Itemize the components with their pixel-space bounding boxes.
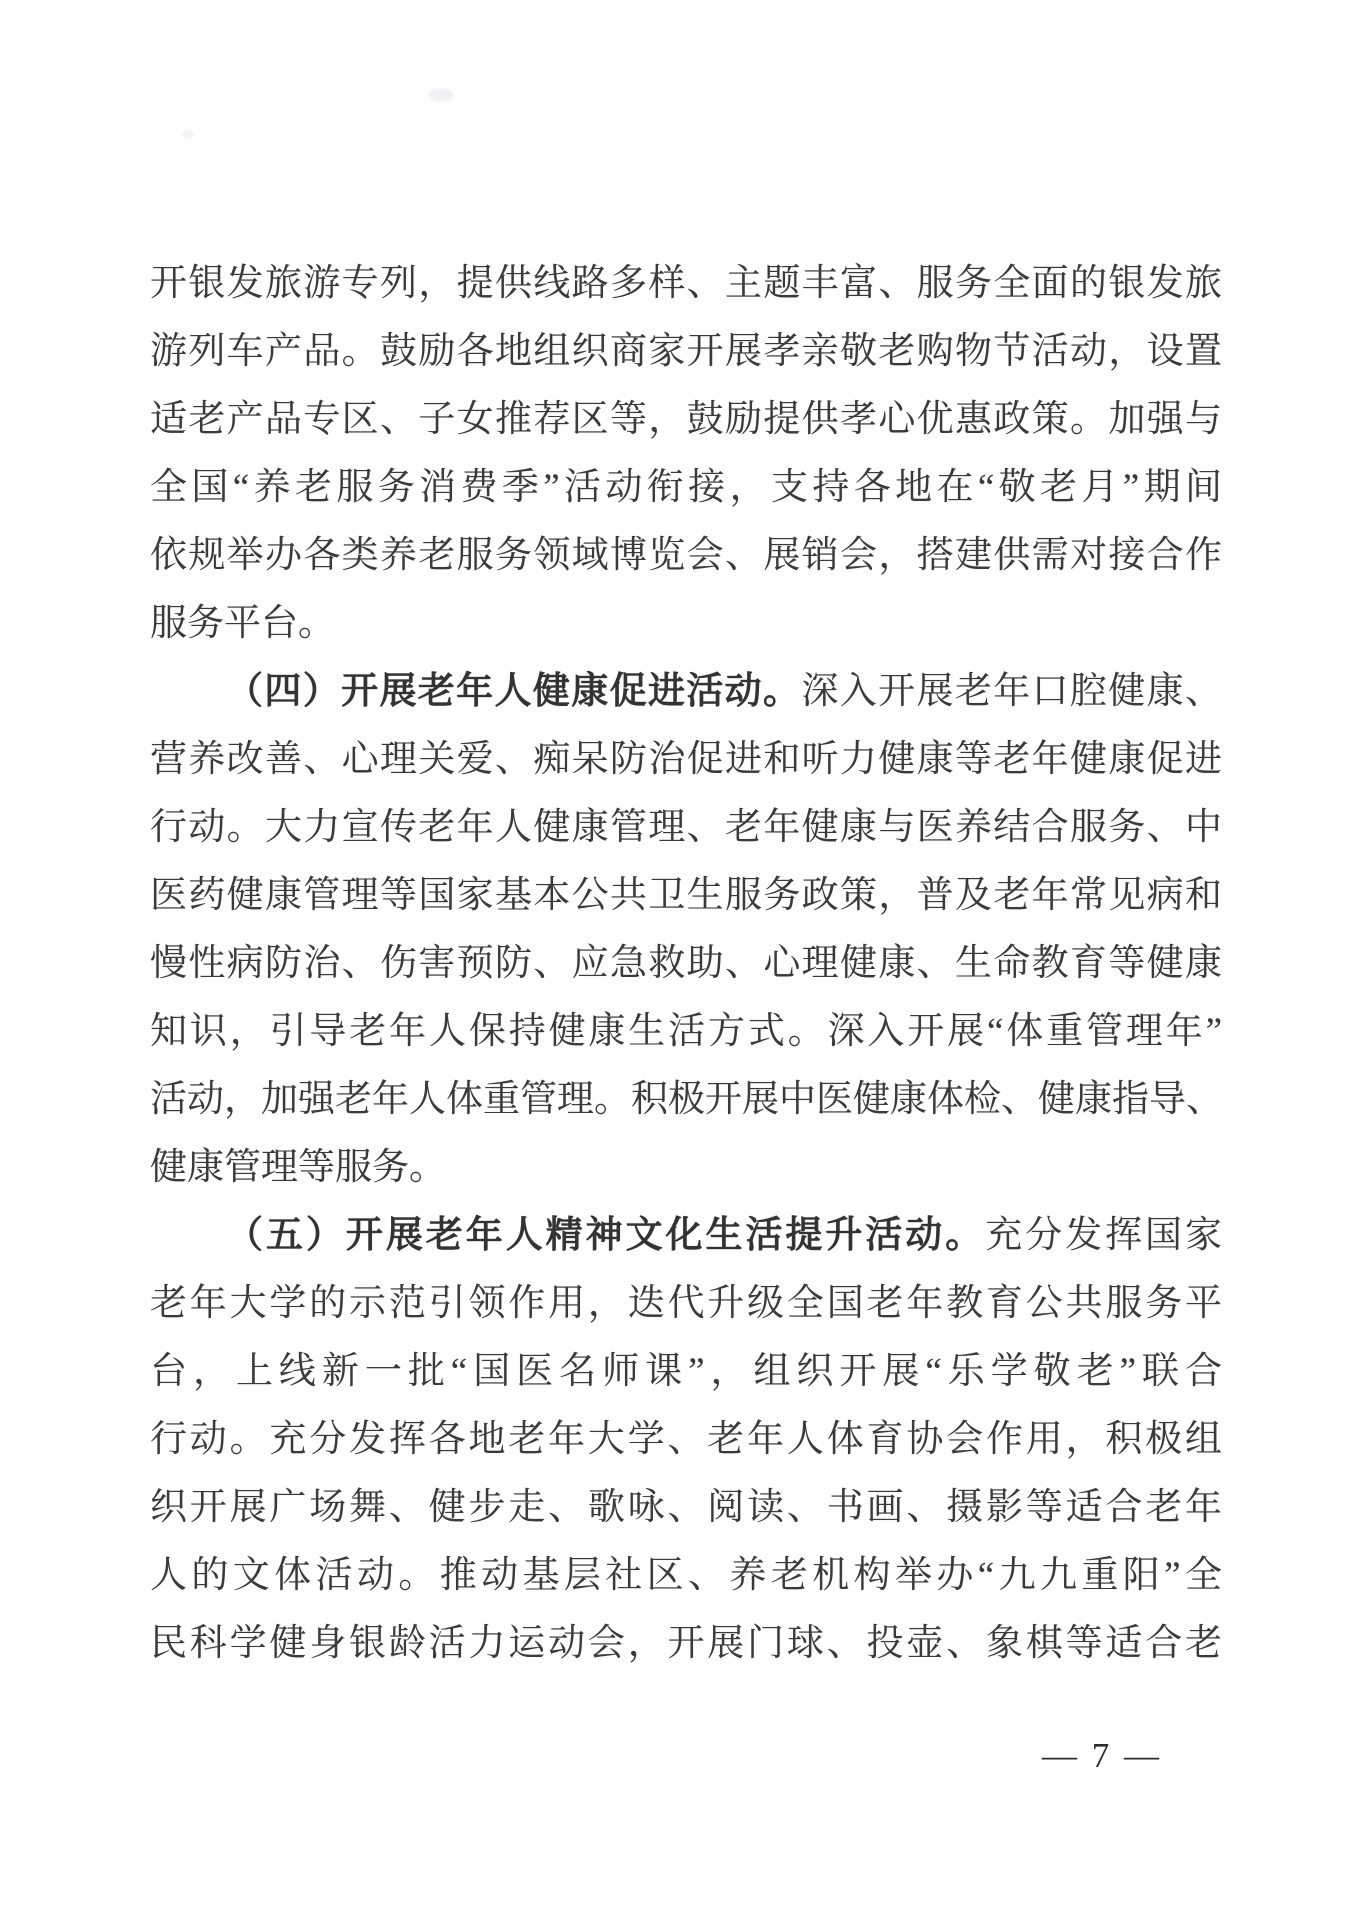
document-line — [150, 1474, 1222, 1542]
body-text: 活动，加强老年人体重管理。积极开展中医健康体检、健康指导、 — [150, 1079, 1223, 1120]
scan-artifact — [428, 88, 454, 102]
document-line — [150, 386, 1222, 454]
document-line — [150, 1202, 1222, 1270]
document-line — [150, 1270, 1222, 1338]
body-text: 台，上线新一批“国医名师课”，组织开展“乐学敬老”联合 — [150, 1351, 1222, 1392]
body-text: 全国“养老服务消费季”活动衔接，支持各地在“敬老月”期间 — [150, 467, 1222, 508]
document-line — [150, 1134, 1222, 1202]
body-text: 慢性病防治、伤害预防、应急救助、心理健康、生命教育等健康 — [150, 943, 1222, 984]
document-line — [150, 590, 1222, 658]
section-heading-text: （五）开展老年人精神文化生活提升活动。 — [226, 1215, 986, 1256]
section-heading-text: （四）开展老年人健康促进活动。 — [226, 671, 802, 712]
document-line — [150, 1610, 1222, 1678]
scan-artifact — [182, 130, 194, 139]
body-text: 深入开展老年口腔健康、 — [801, 671, 1223, 712]
document-line — [150, 658, 1222, 726]
document-line — [150, 250, 1222, 318]
document-line — [150, 862, 1222, 930]
document-body — [150, 250, 1222, 1678]
document-line — [150, 726, 1222, 794]
body-text: 行动。充分发挥各地老年大学、老年人体育协会作用，积极组 — [150, 1419, 1222, 1460]
body-text: 适老产品专区、子女推荐区等，鼓励提供孝心优惠政策。加强与 — [150, 399, 1222, 440]
body-text: 民科学健身银龄活力运动会，开展门球、投壶、象棋等适合老 — [150, 1623, 1222, 1664]
document-line — [150, 318, 1222, 386]
body-text: 医药健康管理等国家基本公共卫生服务政策，普及老年常见病和 — [150, 875, 1222, 916]
document-line — [150, 1542, 1222, 1610]
document-line — [150, 1066, 1222, 1134]
document-line — [150, 1406, 1222, 1474]
body-text: 依规举办各类养老服务领域博览会、展销会，搭建供需对接合作 — [150, 535, 1222, 576]
document-line — [150, 454, 1222, 522]
page-number: — 7 — — [1042, 1736, 1162, 1775]
body-text: 开银发旅游专列，提供线路多样、主题丰富、服务全面的银发旅 — [150, 263, 1222, 304]
document-line — [150, 998, 1222, 1066]
body-text: 健康管理等服务。 — [150, 1147, 446, 1188]
body-text: 充分发挥国家 — [985, 1215, 1223, 1256]
document-line — [150, 1338, 1222, 1406]
document-line — [150, 794, 1222, 862]
body-text: 知识，引导老年人保持健康生活方式。深入开展“体重管理年” — [150, 1011, 1222, 1052]
body-text: 营养改善、心理关爱、痴呆防治促进和听力健康等老年健康促进 — [150, 739, 1222, 780]
body-text: 老年大学的示范引领作用，迭代升级全国老年教育公共服务平 — [150, 1283, 1222, 1324]
body-text: 游列车产品。鼓励各地组织商家开展孝亲敬老购物节活动，设置 — [150, 331, 1222, 372]
document-line — [150, 930, 1222, 998]
body-text: 行动。大力宣传老年人健康管理、老年健康与医养结合服务、中 — [150, 807, 1222, 848]
document-line — [150, 522, 1222, 590]
body-text: 人的文体活动。推动基层社区、养老机构举办“九九重阳”全 — [150, 1555, 1222, 1596]
body-text: 织开展广场舞、健步走、歌咏、阅读、书画、摄影等适合老年 — [150, 1487, 1222, 1528]
body-text: 服务平台。 — [150, 603, 335, 644]
